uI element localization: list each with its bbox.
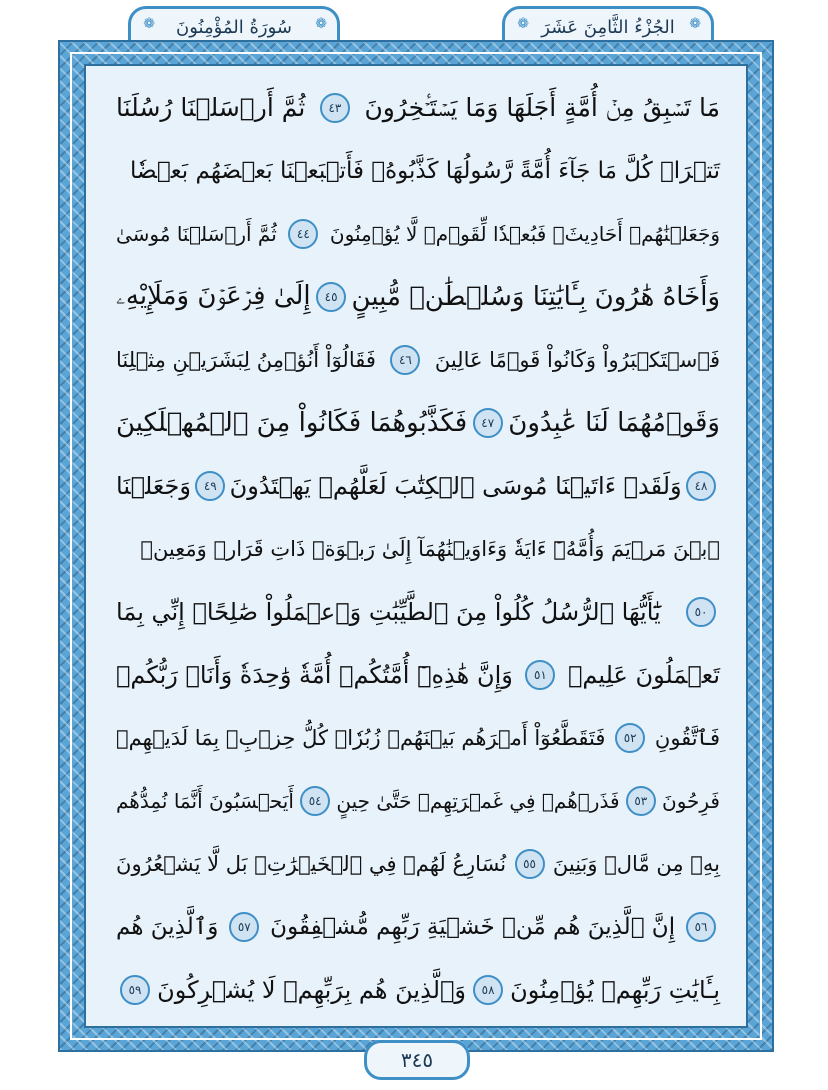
verse-lines [116, 76, 720, 1021]
verse-text: نُسَارِعُ لَهُمۡ فِي ٱلۡخَيۡرَٰتِۚ بَل لَّا يَشۡعُرُونَ [116, 851, 507, 876]
verse-text: وَجَعَلۡنَا [116, 471, 191, 500]
verse-text: بِـَٔايَٰتِ رَبِّهِمۡ يُؤۡمِنُونَ [510, 975, 720, 1004]
verse-line [116, 454, 720, 517]
ayah-number-marker: ٥٨ [473, 975, 503, 1005]
verse-line [116, 517, 720, 580]
surah-name: سُورَةُ المُؤْمِنُونَ [176, 16, 293, 38]
ornament-icon: ❁ [517, 16, 529, 32]
verse-line [116, 580, 720, 643]
ayah-number-marker: ٤٣ [320, 93, 350, 123]
verse-text: إِلَىٰ فِرۡعَوۡنَ وَمَلَإِيْهِۦ [116, 281, 311, 311]
verse-text: وَأَخَاهُ هَٰرُونَ بِـَٔايَٰتِنَا وَسُلۡطَٰنٖ مُّبِينٍ [351, 281, 720, 312]
verse-line [116, 643, 720, 706]
ayah-number-marker: ٥٩ [120, 975, 150, 1005]
page-number [364, 1040, 470, 1080]
verse-line [116, 265, 720, 328]
verse-text: فَقَالُوٓاْ أَنُؤۡمِنُ لِبَشَرَيۡنِ مِثۡلِنَا [116, 347, 376, 372]
verse-line [116, 958, 720, 1021]
verse-text: فَٱسۡتَكۡبَرُواْ وَكَانُواْ قَوۡمًا عَالِينَ [434, 347, 720, 372]
ornament-icon: ❁ [689, 16, 701, 32]
juz-name: الجُزْءُ الثَّامِنَ عَشَرَ [541, 16, 675, 38]
verse-line [116, 76, 720, 139]
verse-line [116, 328, 720, 391]
ayah-number-marker: ٤٦ [390, 345, 420, 375]
verse-text: وَلَقَدۡ ءَاتَيۡنَا مُوسَى ٱلۡكِتَٰبَ لَعَلَّهُمۡ يَهۡتَدُونَ [229, 471, 682, 500]
ayah-number-marker: ٥٧ [229, 912, 259, 942]
verse-text: تَتۡرَاۖ كُلَّ مَا جَآءَ أُمَّةً رَّسُولُهَا كَذَّبُوهُۖ فَأَتۡبَعۡنَا بَعۡضَهُم بَعۡضٗا [129, 157, 720, 184]
verse-text: فَذَرۡهُمۡ فِي غَمۡرَتِهِمۡ حَتَّىٰ حِينٍ [336, 788, 620, 813]
text-panel [84, 64, 748, 1028]
verse-text: وَجَعَلۡنَٰهُمۡ أَحَادِيثَۚ فَبُعۡدٗا لِّقَوۡمٖ لَّا يُؤۡمِنُونَ [329, 221, 720, 246]
verse-text: بِهِۦ مِن مَّالٖ وَبَنِينَ [552, 851, 720, 876]
verse-line [116, 895, 720, 958]
verse-line [116, 391, 720, 454]
verse-line [116, 769, 720, 832]
verse-text: ثُمَّ أَرۡسَلۡنَا رُسُلَنَا [116, 93, 306, 122]
verse-text: وَٱلَّذِينَ هُم [116, 913, 219, 940]
verse-line [116, 139, 720, 202]
ayah-number-marker: ٤٥ [316, 282, 346, 312]
verse-text: فَكَذَّبُوهُمَا فَكَانُواْ مِنَ ٱلۡمُهۡلَكِينَ [116, 407, 468, 438]
verse-text: تَعۡمَلُونَ عَلِيمٞ [567, 660, 720, 689]
page-number-text: ٣٤٥ [400, 1048, 434, 1072]
ornament-icon: ❁ [143, 16, 155, 32]
verse-text: ٱبۡنَ مَرۡيَمَ وَأُمَّهُۥٓ ءَايَةٗ وَءَاوَيۡنَٰهُمَآ إِلَىٰ رَبۡوَةٖ ذَاتِ قَرَارٖ وَمَعِينٖ [140, 536, 720, 561]
ayah-number-marker: ٤٧ [473, 408, 503, 438]
verse-text: وَقَوۡمُهُمَا لَنَا عَٰبِدُونَ [508, 407, 720, 438]
ayah-number-marker: ٥٤ [300, 786, 330, 816]
verse-text: مَا تَسۡبِقُ مِنۡ أُمَّةٍ أَجَلَهَا وَمَا يَسۡتَـٔۡخِرُونَ [364, 92, 720, 122]
ayah-number-marker: ٤٨ [686, 471, 716, 501]
verse-text: أَيَحۡسَبُونَ أَنَّمَا نُمِدُّهُم [116, 788, 294, 813]
verse-line [116, 832, 720, 895]
verse-text: إِنَّ ٱلَّذِينَ هُم مِّنۡ خَشۡيَةِ رَبِّهِم مُّشۡفِقُونَ [270, 913, 676, 940]
ayah-number-marker: ٥٢ [615, 723, 645, 753]
verse-text: يَٰٓأَيُّهَا ٱلرُّسُلُ كُلُواْ مِنَ ٱلطَّيِّبَٰتِ وَٱعۡمَلُواْ صَٰلِحًاۖ إِنِّي بِمَا [116, 597, 661, 626]
verse-text: فَٱتَّقُونِ [654, 725, 720, 750]
verse-text: فَتَقَطَّعُوٓاْ أَمۡرَهُم بَيۡنَهُمۡ زُبُرٗاۖ كُلُّ حِزۡبِۭ بِمَا لَدَيۡهِمۡ [116, 725, 606, 750]
ayah-number-marker: ٥٣ [626, 786, 656, 816]
ayah-number-marker: ٥٠ [686, 597, 716, 627]
verse-text: ثُمَّ أَرۡسَلۡنَا مُوسَىٰ [116, 221, 277, 246]
verse-line [116, 202, 720, 265]
ayah-number-marker: ٤٤ [288, 219, 318, 249]
ayah-number-marker: ٤٩ [195, 471, 225, 501]
verse-text: وَإِنَّ هَٰذِهِۦٓ أُمَّتُكُمۡ أُمَّةٗ وَٰحِدَةٗ وَأَنَا۠ رَبُّكُمۡ [116, 660, 513, 689]
verse-text: فَرِحُونَ [662, 788, 720, 813]
verse-text: وَٱلَّذِينَ هُم بِرَبِّهِمۡ لَا يُشۡرِكُونَ [157, 975, 466, 1004]
ayah-number-marker: ٥٦ [686, 912, 716, 942]
ayah-number-marker: ٥١ [525, 660, 555, 690]
verse-line [116, 706, 720, 769]
ornament-icon: ❁ [315, 16, 327, 32]
ayah-number-marker: ٥٥ [515, 849, 545, 879]
